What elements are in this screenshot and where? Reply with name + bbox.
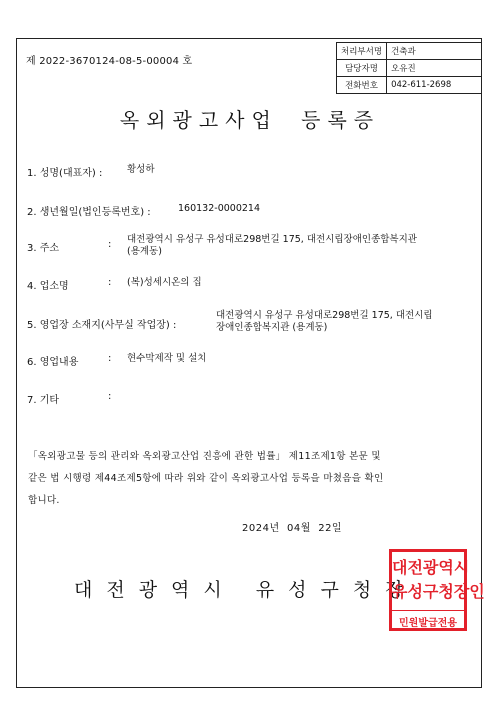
- approval-value: 오유진: [387, 60, 482, 77]
- approval-value: 건축과: [387, 43, 482, 60]
- seal-text-line: 대전광역시: [392, 558, 470, 577]
- approval-key: 처리부서명: [337, 43, 387, 60]
- approval-table: [336, 42, 482, 94]
- document-number: 제 2022-3670124-08-5-00004 호: [26, 56, 193, 67]
- paragraph-line: 같은 법 시행령 제44조제5항에 따라 위와 같이 옥외광고사업 등록을 마쳤음을 확인: [28, 473, 384, 484]
- field-value-line: 현수막제작 및 설치: [127, 353, 207, 364]
- paragraph-line: 「옥외광고물 등의 관리와 옥외광고산업 진흥에 관한 법률」 제11조제1항 본문 및: [28, 451, 381, 462]
- field-colon: :: [108, 277, 112, 288]
- seal-text-line: 민원발급전용: [399, 618, 457, 629]
- field-value-birth: [178, 203, 260, 215]
- paragraph-line: 합니다.: [28, 495, 60, 506]
- approval-row: [337, 77, 482, 94]
- field-label-name: 1. 성명(대표자) :: [27, 168, 103, 179]
- field-colon: :: [108, 239, 112, 250]
- approval-row: [337, 60, 482, 77]
- field-label-business-location: 5. 영업장 소재지(사무실 작업장) :: [27, 320, 177, 331]
- seal-text-line: 유성구청장인: [392, 582, 485, 601]
- field-value-address: [127, 234, 417, 258]
- confirmation-paragraph: [28, 446, 458, 512]
- field-label-address: 3. 주소: [27, 243, 60, 254]
- document-title: 옥외광고사업 등록증: [119, 108, 381, 132]
- field-value-line: 대전광역시 유성구 유성대로298번길 175, 대전시립장애인종합복지관: [127, 234, 417, 245]
- field-value-line: 장애인종합복지관 (용계동): [216, 322, 328, 333]
- field-value-line: 황성하: [127, 164, 155, 175]
- approval-row: [337, 43, 482, 60]
- field-value-business-name: [127, 277, 202, 289]
- field-value-line: 대전광역시 유성구 유성대로298번길 175, 대전시립: [216, 310, 433, 321]
- field-colon: :: [108, 353, 112, 364]
- field-label-etc: 7. 기타: [27, 395, 60, 406]
- approval-value: 042-611-2698: [387, 77, 482, 94]
- field-label-business-content: 6. 영업내용: [27, 357, 79, 368]
- seal-divider: [392, 610, 464, 611]
- official-seal-stamp: [389, 549, 485, 631]
- field-label-business-name: 4. 업소명: [27, 281, 69, 292]
- field-value-business-location: [216, 310, 433, 334]
- approval-key: 담당자명: [337, 60, 387, 77]
- issue-date: 2024년 04월 22일: [242, 523, 343, 534]
- field-value-name: [127, 164, 155, 176]
- field-value-line: (용계동): [127, 246, 162, 257]
- field-value-business-content: [127, 353, 206, 365]
- field-value-line: 160132-0000214: [178, 203, 261, 214]
- approval-key: 전화번호: [337, 77, 387, 94]
- issuer-name: 대전광역시 유성구청장: [74, 579, 418, 601]
- field-value-line: (복)성세시온의 집: [127, 277, 202, 288]
- field-colon: :: [108, 391, 112, 402]
- field-label-birth: 2. 생년월일(법인등록번호) :: [27, 207, 151, 218]
